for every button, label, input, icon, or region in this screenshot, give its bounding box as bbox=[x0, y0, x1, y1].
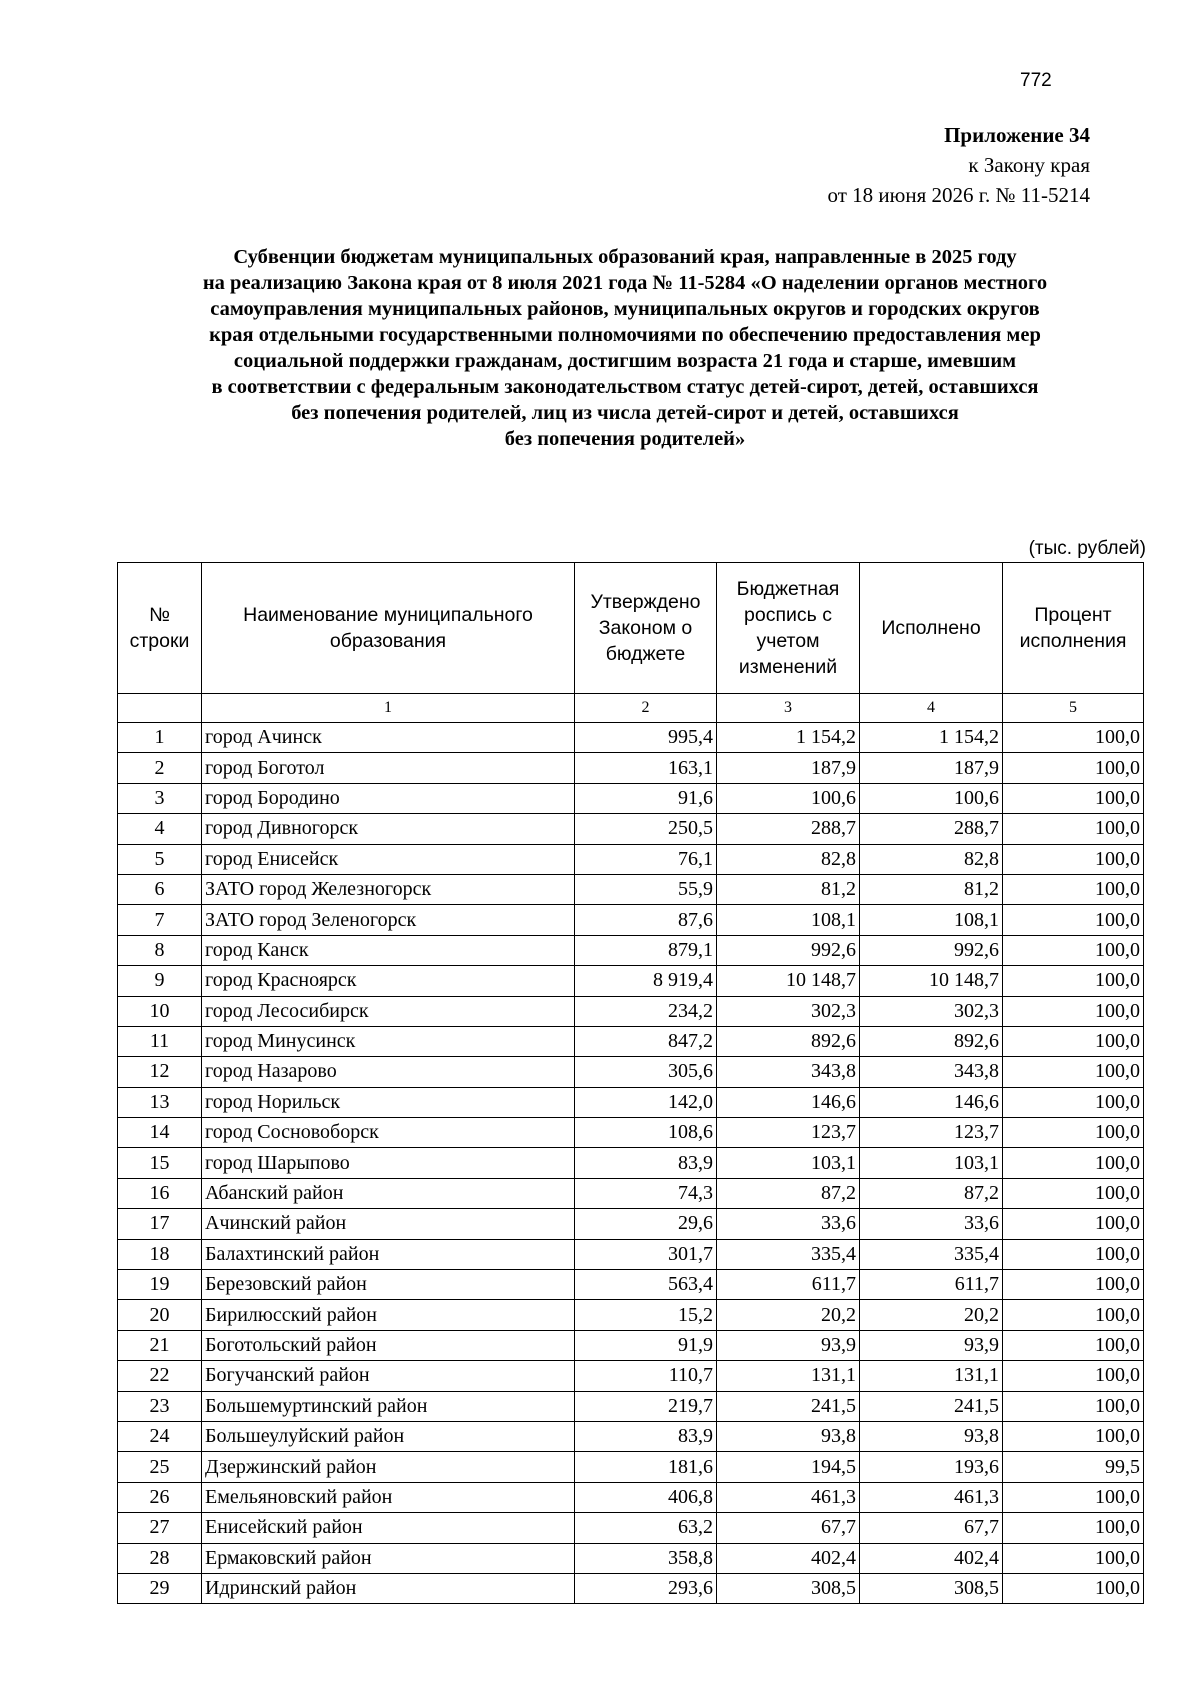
title-line: края отдельными государственными полномочиями по обеспечению предоставления мер bbox=[209, 324, 1041, 346]
approved-cell: 83,9 bbox=[575, 1421, 717, 1451]
executed-cell: 123,7 bbox=[860, 1118, 1003, 1148]
municipality-cell: город Минусинск bbox=[202, 1026, 575, 1056]
approved-cell: 847,2 bbox=[575, 1026, 717, 1056]
percent-cell: 100,0 bbox=[1003, 1148, 1144, 1178]
approved-cell: 301,7 bbox=[575, 1239, 717, 1269]
table-row bbox=[118, 1421, 1144, 1451]
executed-cell: 81,2 bbox=[860, 874, 1003, 904]
table-row bbox=[118, 1452, 1144, 1482]
row-number-cell: 2 bbox=[118, 753, 202, 783]
executed-cell: 187,9 bbox=[860, 753, 1003, 783]
table-row bbox=[118, 1209, 1144, 1239]
municipality-cell: Идринский район bbox=[202, 1573, 575, 1603]
row-number-cell: 3 bbox=[118, 783, 202, 813]
schedule-cell: 20,2 bbox=[717, 1300, 860, 1330]
executed-cell: 20,2 bbox=[860, 1300, 1003, 1330]
municipality-cell: Березовский район bbox=[202, 1270, 575, 1300]
executed-cell: 82,8 bbox=[860, 844, 1003, 874]
subsidies-table bbox=[117, 562, 1144, 1604]
schedule-cell: 82,8 bbox=[717, 844, 860, 874]
table-row bbox=[118, 783, 1144, 813]
table-row bbox=[118, 1270, 1144, 1300]
approved-cell: 87,6 bbox=[575, 905, 717, 935]
percent-cell: 100,0 bbox=[1003, 1330, 1144, 1360]
approved-cell: 293,6 bbox=[575, 1573, 717, 1603]
percent-cell: 100,0 bbox=[1003, 966, 1144, 996]
schedule-cell: 302,3 bbox=[717, 996, 860, 1026]
executed-cell: 100,6 bbox=[860, 783, 1003, 813]
schedule-cell: 194,5 bbox=[717, 1452, 860, 1482]
approved-cell: 219,7 bbox=[575, 1391, 717, 1421]
row-number-cell: 11 bbox=[118, 1026, 202, 1056]
title-line: на реализацию Закона края от 8 июля 2021 года № 11-5284 «О наделении органов местного bbox=[202, 272, 1048, 294]
schedule-cell: 992,6 bbox=[717, 935, 860, 965]
schedule-cell: 146,6 bbox=[717, 1087, 860, 1117]
title-line: без попечения родителей» bbox=[504, 428, 746, 450]
approved-cell: 83,9 bbox=[575, 1148, 717, 1178]
row-number-cell: 19 bbox=[118, 1270, 202, 1300]
municipality-cell: Боготольский район bbox=[202, 1330, 575, 1360]
executed-cell: 611,7 bbox=[860, 1270, 1003, 1300]
table-row bbox=[118, 844, 1144, 874]
executed-cell: 892,6 bbox=[860, 1026, 1003, 1056]
row-number-cell: 8 bbox=[118, 935, 202, 965]
approved-cell: 8 919,4 bbox=[575, 966, 717, 996]
table-row bbox=[118, 1513, 1144, 1543]
page-number: 772 bbox=[1020, 70, 1052, 91]
row-number-cell: 26 bbox=[118, 1482, 202, 1512]
percent-cell: 100,0 bbox=[1003, 996, 1144, 1026]
schedule-cell: 87,2 bbox=[717, 1178, 860, 1208]
approved-cell: 15,2 bbox=[575, 1300, 717, 1330]
percent-cell: 100,0 bbox=[1003, 1270, 1144, 1300]
executed-cell: 992,6 bbox=[860, 935, 1003, 965]
table-row bbox=[118, 1330, 1144, 1360]
header-executed: Исполнено bbox=[860, 563, 1003, 694]
municipality-cell: город Сосновоборск bbox=[202, 1118, 575, 1148]
approved-cell: 91,6 bbox=[575, 783, 717, 813]
municipality-cell: ЗАТО город Железногорск bbox=[202, 874, 575, 904]
percent-cell: 99,5 bbox=[1003, 1452, 1144, 1482]
approved-cell: 142,0 bbox=[575, 1087, 717, 1117]
column-number bbox=[118, 694, 202, 723]
municipality-cell: город Норильск bbox=[202, 1087, 575, 1117]
table-row bbox=[118, 1573, 1144, 1603]
municipality-cell: Енисейский район bbox=[202, 1513, 575, 1543]
executed-cell: 402,4 bbox=[860, 1543, 1003, 1573]
executed-cell: 193,6 bbox=[860, 1452, 1003, 1482]
row-number-cell: 7 bbox=[118, 905, 202, 935]
executed-cell: 146,6 bbox=[860, 1087, 1003, 1117]
percent-cell: 100,0 bbox=[1003, 874, 1144, 904]
header-percent: Процент исполнения bbox=[1003, 563, 1144, 694]
row-number-cell: 21 bbox=[118, 1330, 202, 1360]
executed-cell: 461,3 bbox=[860, 1482, 1003, 1512]
schedule-cell: 108,1 bbox=[717, 905, 860, 935]
row-number-cell: 10 bbox=[118, 996, 202, 1026]
row-number-cell: 5 bbox=[118, 844, 202, 874]
municipality-cell: Ачинский район bbox=[202, 1209, 575, 1239]
column-number: 3 bbox=[717, 694, 860, 723]
municipality-cell: город Енисейск bbox=[202, 844, 575, 874]
table-row bbox=[118, 935, 1144, 965]
table-row bbox=[118, 966, 1144, 996]
percent-cell: 100,0 bbox=[1003, 1543, 1144, 1573]
municipality-cell: Дзержинский район bbox=[202, 1452, 575, 1482]
table-row bbox=[118, 1057, 1144, 1087]
percent-cell: 100,0 bbox=[1003, 1573, 1144, 1603]
municipality-cell: ЗАТО город Зеленогорск bbox=[202, 905, 575, 935]
executed-cell: 343,8 bbox=[860, 1057, 1003, 1087]
percent-cell: 100,0 bbox=[1003, 1482, 1144, 1512]
schedule-cell: 103,1 bbox=[717, 1148, 860, 1178]
column-number: 2 bbox=[575, 694, 717, 723]
executed-cell: 93,8 bbox=[860, 1421, 1003, 1451]
percent-cell: 100,0 bbox=[1003, 1391, 1144, 1421]
approved-cell: 91,9 bbox=[575, 1330, 717, 1360]
row-number-cell: 24 bbox=[118, 1421, 202, 1451]
header-municipality: Наименование муниципального образования bbox=[202, 563, 575, 694]
row-number-cell: 22 bbox=[118, 1361, 202, 1391]
table-row bbox=[118, 1543, 1144, 1573]
table-header-row bbox=[118, 563, 1144, 694]
row-number-cell: 16 bbox=[118, 1178, 202, 1208]
header-row-number: № строки bbox=[118, 563, 202, 694]
approved-cell: 29,6 bbox=[575, 1209, 717, 1239]
table-row bbox=[118, 1239, 1144, 1269]
approved-cell: 108,6 bbox=[575, 1118, 717, 1148]
title-line: в соответствии с федеральным законодательством статус детей-сирот, детей, оставшихся bbox=[211, 376, 1039, 398]
approved-cell: 234,2 bbox=[575, 996, 717, 1026]
approved-cell: 55,9 bbox=[575, 874, 717, 904]
row-number-cell: 6 bbox=[118, 874, 202, 904]
schedule-cell: 123,7 bbox=[717, 1118, 860, 1148]
table-row bbox=[118, 753, 1144, 783]
table-row bbox=[118, 1300, 1144, 1330]
column-number-row bbox=[118, 694, 1144, 723]
schedule-cell: 93,8 bbox=[717, 1421, 860, 1451]
municipality-cell: город Боготол bbox=[202, 753, 575, 783]
executed-cell: 103,1 bbox=[860, 1148, 1003, 1178]
approved-cell: 358,8 bbox=[575, 1543, 717, 1573]
table-row bbox=[118, 1087, 1144, 1117]
row-number-cell: 4 bbox=[118, 814, 202, 844]
municipality-cell: Бирилюсский район bbox=[202, 1300, 575, 1330]
percent-cell: 100,0 bbox=[1003, 1118, 1144, 1148]
row-number-cell: 20 bbox=[118, 1300, 202, 1330]
schedule-cell: 33,6 bbox=[717, 1209, 860, 1239]
schedule-cell: 335,4 bbox=[717, 1239, 860, 1269]
header-approved: Утверждено Законом о бюджете bbox=[575, 563, 717, 694]
percent-cell: 100,0 bbox=[1003, 723, 1144, 753]
municipality-cell: Большемуртинский район bbox=[202, 1391, 575, 1421]
percent-cell: 100,0 bbox=[1003, 1178, 1144, 1208]
schedule-cell: 81,2 bbox=[717, 874, 860, 904]
row-number-cell: 15 bbox=[118, 1148, 202, 1178]
executed-cell: 335,4 bbox=[860, 1239, 1003, 1269]
approved-cell: 995,4 bbox=[575, 723, 717, 753]
executed-cell: 241,5 bbox=[860, 1391, 1003, 1421]
row-number-cell: 28 bbox=[118, 1543, 202, 1573]
table-row bbox=[118, 1361, 1144, 1391]
municipality-cell: Балахтинский район bbox=[202, 1239, 575, 1269]
percent-cell: 100,0 bbox=[1003, 1209, 1144, 1239]
schedule-cell: 402,4 bbox=[717, 1543, 860, 1573]
municipality-cell: Емельяновский район bbox=[202, 1482, 575, 1512]
appendix-law: к Закону края bbox=[968, 153, 1090, 177]
table-body bbox=[118, 723, 1144, 1604]
column-number: 4 bbox=[860, 694, 1003, 723]
approved-cell: 250,5 bbox=[575, 814, 717, 844]
title-line: социальной поддержки гражданам, достигшим возраста 21 года и старше, имевшим bbox=[233, 350, 1017, 372]
percent-cell: 100,0 bbox=[1003, 783, 1144, 813]
schedule-cell: 187,9 bbox=[717, 753, 860, 783]
municipality-cell: город Лесосибирск bbox=[202, 996, 575, 1026]
unit-label: (тыс. рублей) bbox=[1028, 538, 1146, 559]
municipality-cell: город Шарыпово bbox=[202, 1148, 575, 1178]
row-number-cell: 12 bbox=[118, 1057, 202, 1087]
municipality-cell: город Канск bbox=[202, 935, 575, 965]
schedule-cell: 100,6 bbox=[717, 783, 860, 813]
percent-cell: 100,0 bbox=[1003, 1026, 1144, 1056]
executed-cell: 302,3 bbox=[860, 996, 1003, 1026]
row-number-cell: 1 bbox=[118, 723, 202, 753]
row-number-cell: 27 bbox=[118, 1513, 202, 1543]
table-row bbox=[118, 723, 1144, 753]
approved-cell: 63,2 bbox=[575, 1513, 717, 1543]
approved-cell: 305,6 bbox=[575, 1057, 717, 1087]
municipality-cell: город Ачинск bbox=[202, 723, 575, 753]
approved-cell: 74,3 bbox=[575, 1178, 717, 1208]
header-budget-schedule: Бюджетная роспись с учетом изменений bbox=[717, 563, 860, 694]
municipality-cell: город Красноярск bbox=[202, 966, 575, 996]
table-row bbox=[118, 1026, 1144, 1056]
executed-cell: 1 154,2 bbox=[860, 723, 1003, 753]
percent-cell: 100,0 bbox=[1003, 1421, 1144, 1451]
schedule-cell: 67,7 bbox=[717, 1513, 860, 1543]
municipality-cell: Богучанский район bbox=[202, 1361, 575, 1391]
schedule-cell: 241,5 bbox=[717, 1391, 860, 1421]
executed-cell: 108,1 bbox=[860, 905, 1003, 935]
percent-cell: 100,0 bbox=[1003, 1513, 1144, 1543]
municipality-cell: Ермаковский район bbox=[202, 1543, 575, 1573]
title-line: без попечения родителей, лиц из числа детей-сирот и детей, оставшихся bbox=[291, 402, 959, 424]
table-row bbox=[118, 1482, 1144, 1512]
schedule-cell: 343,8 bbox=[717, 1057, 860, 1087]
column-number: 1 bbox=[202, 694, 575, 723]
approved-cell: 879,1 bbox=[575, 935, 717, 965]
schedule-cell: 892,6 bbox=[717, 1026, 860, 1056]
percent-cell: 100,0 bbox=[1003, 753, 1144, 783]
executed-cell: 288,7 bbox=[860, 814, 1003, 844]
table-row bbox=[118, 874, 1144, 904]
municipality-cell: Большеулуйский район bbox=[202, 1421, 575, 1451]
row-number-cell: 17 bbox=[118, 1209, 202, 1239]
row-number-cell: 25 bbox=[118, 1452, 202, 1482]
executed-cell: 33,6 bbox=[860, 1209, 1003, 1239]
schedule-cell: 10 148,7 bbox=[717, 966, 860, 996]
title-line: самоуправления муниципальных районов, муниципальных округов и городских округов bbox=[210, 298, 1040, 320]
municipality-cell: город Бородино bbox=[202, 783, 575, 813]
executed-cell: 93,9 bbox=[860, 1330, 1003, 1360]
appendix-date: от 18 июня 2026 г. № 11-5214 bbox=[827, 183, 1090, 207]
approved-cell: 563,4 bbox=[575, 1270, 717, 1300]
row-number-cell: 18 bbox=[118, 1239, 202, 1269]
municipality-cell: город Назарово bbox=[202, 1057, 575, 1087]
municipality-cell: Абанский район bbox=[202, 1178, 575, 1208]
column-number: 5 bbox=[1003, 694, 1144, 723]
approved-cell: 181,6 bbox=[575, 1452, 717, 1482]
approved-cell: 163,1 bbox=[575, 753, 717, 783]
percent-cell: 100,0 bbox=[1003, 1239, 1144, 1269]
percent-cell: 100,0 bbox=[1003, 1057, 1144, 1087]
approved-cell: 76,1 bbox=[575, 844, 717, 874]
schedule-cell: 288,7 bbox=[717, 814, 860, 844]
row-number-cell: 14 bbox=[118, 1118, 202, 1148]
percent-cell: 100,0 bbox=[1003, 814, 1144, 844]
schedule-cell: 611,7 bbox=[717, 1270, 860, 1300]
row-number-cell: 29 bbox=[118, 1573, 202, 1603]
title-line: Субвенции бюджетам муниципальных образований края, направленные в 2025 году bbox=[233, 246, 1017, 268]
schedule-cell: 93,9 bbox=[717, 1330, 860, 1360]
row-number-cell: 9 bbox=[118, 966, 202, 996]
table-row bbox=[118, 905, 1144, 935]
table-row bbox=[118, 1178, 1144, 1208]
executed-cell: 131,1 bbox=[860, 1361, 1003, 1391]
row-number-cell: 13 bbox=[118, 1087, 202, 1117]
percent-cell: 100,0 bbox=[1003, 935, 1144, 965]
schedule-cell: 461,3 bbox=[717, 1482, 860, 1512]
municipality-cell: город Дивногорск bbox=[202, 814, 575, 844]
executed-cell: 308,5 bbox=[860, 1573, 1003, 1603]
schedule-cell: 1 154,2 bbox=[717, 723, 860, 753]
executed-cell: 10 148,7 bbox=[860, 966, 1003, 996]
percent-cell: 100,0 bbox=[1003, 1300, 1144, 1330]
appendix-title: Приложение 34 bbox=[944, 123, 1090, 147]
approved-cell: 110,7 bbox=[575, 1361, 717, 1391]
schedule-cell: 308,5 bbox=[717, 1573, 860, 1603]
table-row bbox=[118, 1118, 1144, 1148]
executed-cell: 87,2 bbox=[860, 1178, 1003, 1208]
row-number-cell: 23 bbox=[118, 1391, 202, 1421]
document-title bbox=[110, 244, 1140, 452]
appendix-reference bbox=[828, 120, 1090, 210]
table-row bbox=[118, 1148, 1144, 1178]
schedule-cell: 131,1 bbox=[717, 1361, 860, 1391]
executed-cell: 67,7 bbox=[860, 1513, 1003, 1543]
table-row bbox=[118, 814, 1144, 844]
table-row bbox=[118, 996, 1144, 1026]
percent-cell: 100,0 bbox=[1003, 1087, 1144, 1117]
approved-cell: 406,8 bbox=[575, 1482, 717, 1512]
percent-cell: 100,0 bbox=[1003, 1361, 1144, 1391]
percent-cell: 100,0 bbox=[1003, 844, 1144, 874]
percent-cell: 100,0 bbox=[1003, 905, 1144, 935]
table-row bbox=[118, 1391, 1144, 1421]
